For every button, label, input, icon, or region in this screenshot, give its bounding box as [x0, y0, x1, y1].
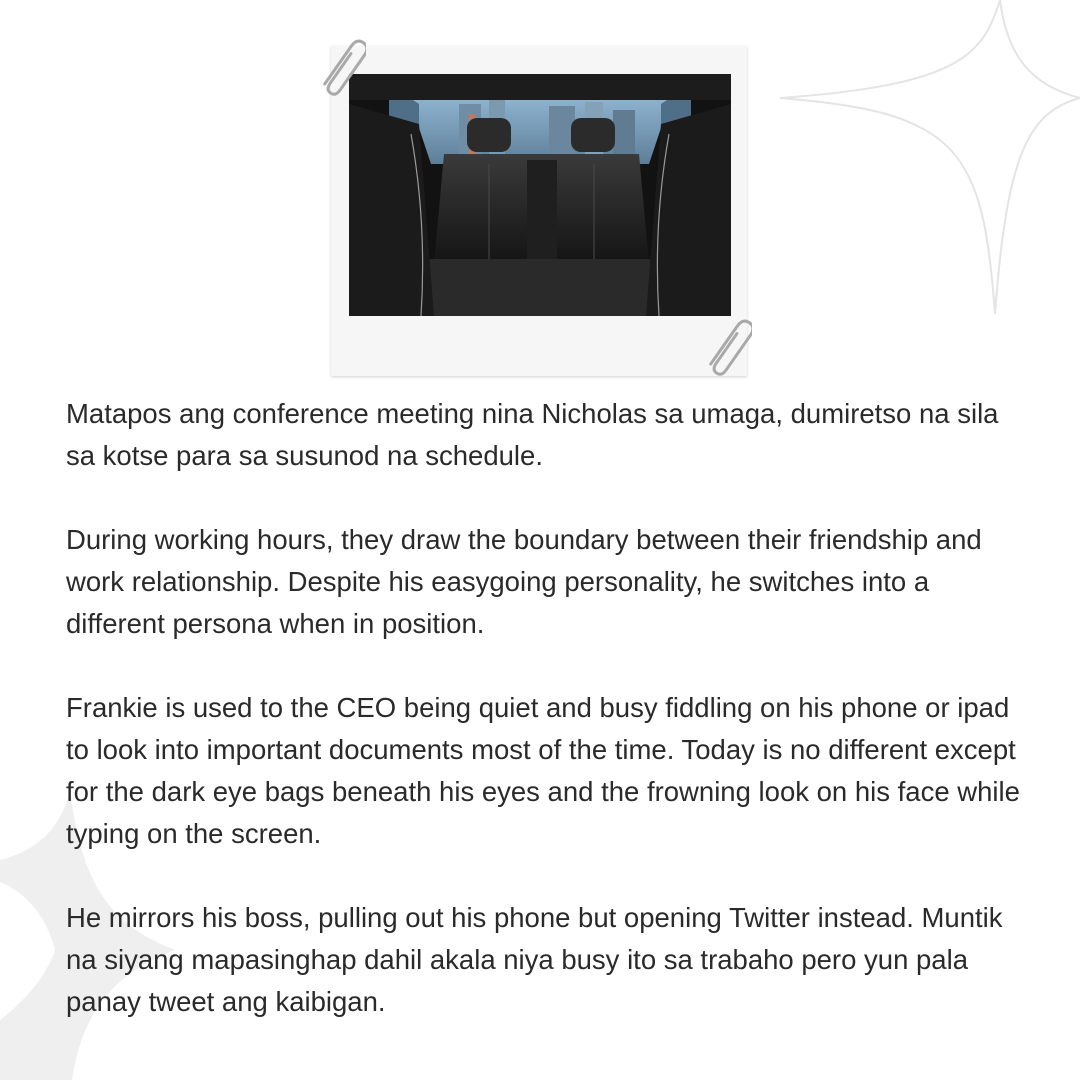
paragraph: Matapos ang conference meeting nina Nicholas sa umaga, dumiretso na sila sa kotse para sa susunod na schedule. [66, 398, 999, 471]
car-interior-photo [349, 74, 731, 316]
polaroid-photo-frame [331, 46, 747, 376]
paragraph: Frankie is used to the CEO being quiet and busy fiddling on his phone or ipad to look into important documents most of the time. Today is no different except for the dark eye bags beneath his eyes and the frowning look on his face while typing on the screen. [66, 692, 1020, 849]
paragraph: He mirrors his boss, pulling out his phone but opening Twitter instead. Muntik na siyang mapasinghap dahil akala niya busy ito sa trabaho pero yun pala panay tweet ang kaibigan. [66, 902, 1003, 1017]
story-text [66, 393, 1026, 1065]
paragraph: During working hours, they draw the boundary between their friendship and work relationship. Despite his easygoing personality, he switches into a different persona when in position. [66, 524, 982, 639]
paperclip-icon [708, 312, 752, 382]
sparkle-outline-icon [775, 0, 1080, 320]
paperclip-icon [322, 32, 366, 102]
